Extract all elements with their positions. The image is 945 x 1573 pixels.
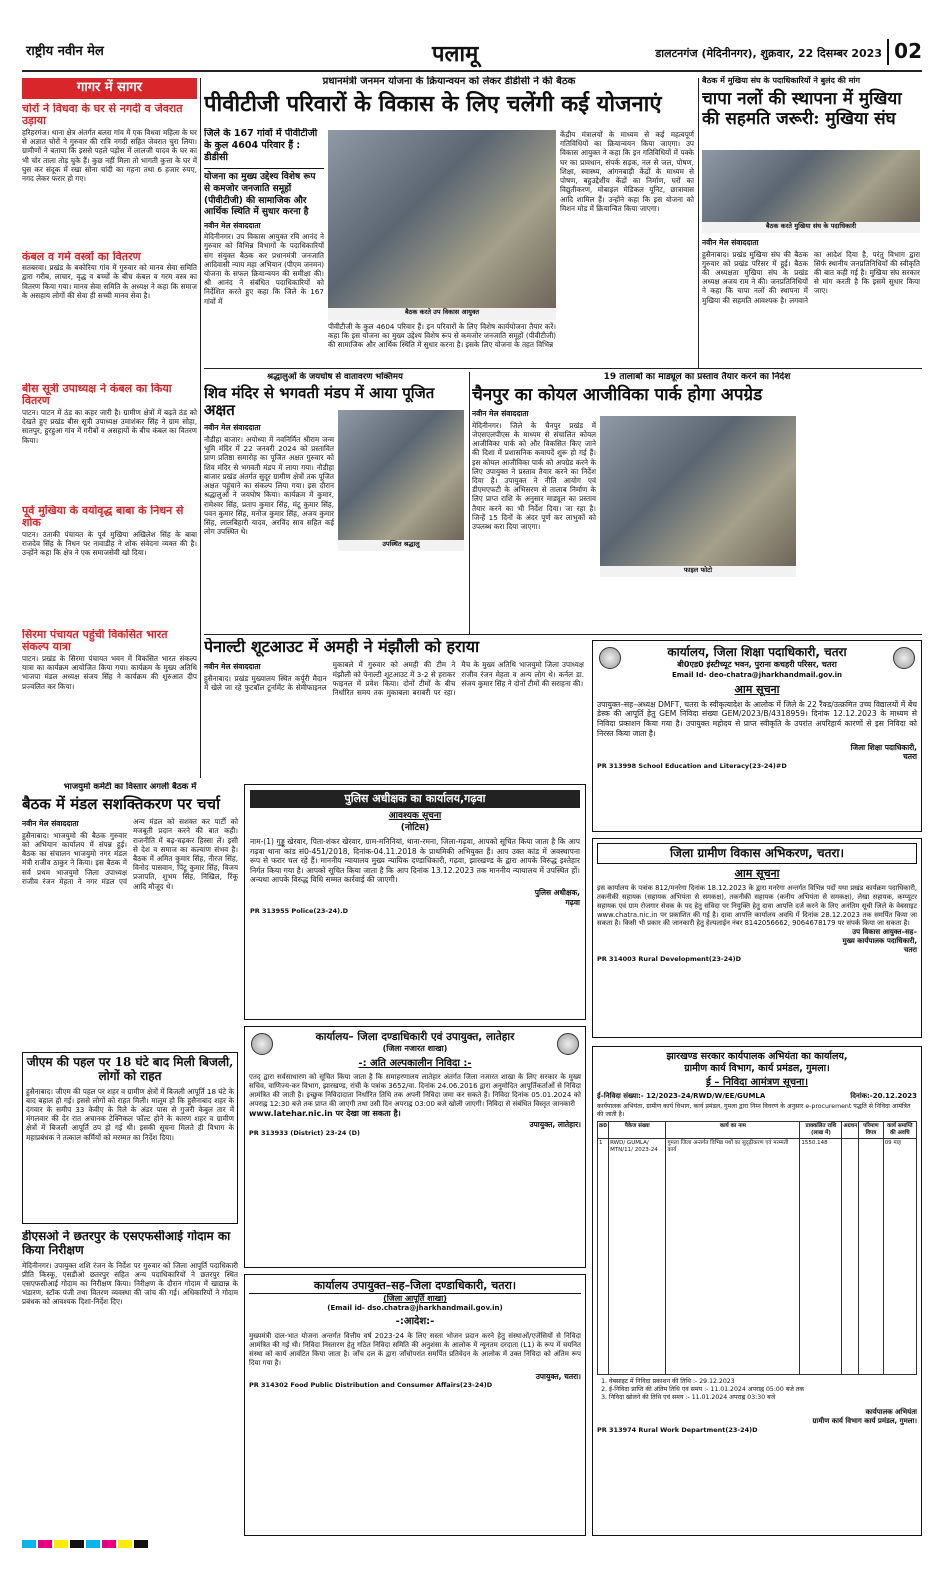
penalty-text: हुसैनाबाद। प्रखंड मुख्यालय स्थित कर्पूरी मैदान में खेले जा रहे फुटबॉल टूर्नामेंट के सेमीफाइनल मुकाबले में गुरुवार को अमही की टीम ने मंझौली को पेनाल्टी शूटआउट में 3-2 से हराकर फाइनल में प्रवेश किया। दोनों टीमों के बीच निर्धारित समय तक मुकाबला बराबरी पर रहा। मैच के मुख्य अतिथि भाजयुमो जिला उपाध्यक्ष राजीव रंजन मेहता व अन्य लोग थे। कर्नल डा. संजय कुमार सिंह ने दोनों टीमों की सराहना की। [204, 660, 584, 698]
lead-photo-caption: बैठक करते उप विकास आयुक्त [328, 308, 556, 320]
rural-pr: PR 314003 Rural Development(23-24)D [597, 954, 741, 963]
brief-text: पाटन। उताकी पंचायत के पूर्व मुखिया अखिलेश सिंह के बाबा राजदेव सिंह के निधन पर नावाडीह ने शोक संवेदना व्यक्त की है। उन्होंने कहा कि क्षेत्र ने एक समाजसेवी खो दिया। [22, 529, 197, 558]
police-text: नाम-(1) गुड्डू खेरवार, पिता-शंकर खेरवार, ग्राम-मनिनियां, थाना-रमना, जिला-गढ़वा, आपको सूचित किया जाता है कि आप गढ़वा थाना कांड सं0-451/2018, दिनांक-04.11.2018 के प्राथमिकी अभियुक्त हैं। आप उक्त कांड में अवस्थापना रूप से फरार चल रहे हैं। माननीय न्यायालय मुख्य न्यायिक दण्डाधिकारी, गढ़वा, झारखण्ड के द्वारा आपके विरुद्ध इश्तेहार निर्गत किया गया है। आपको सूचित किया जाता है कि आप दिनांक 13.12.2023 तक माननीय न्यायालय में उपस्थित हों। अन्यथा आपके विरुद्ध विधि सम्मत कार्रवाई की जाएगी। [250, 837, 580, 885]
education-title: आम सूचना [734, 682, 780, 696]
mukhiya-photo [702, 150, 920, 222]
list-item: 1. वेबसाइट में निविदा प्रकाशन की तिथि :- 29.12.2023 [609, 1378, 917, 1386]
gumla-signatory: कार्यपालक अभियंता ग्रामीण कार्य विभाग कार्य प्रमंडल, गुमला। [812, 1407, 917, 1425]
chatra-food-office: कार्यालय उपायुक्त–सह–जिला दण्डाधिकारी, चतरा। [249, 1279, 581, 1294]
gumla-dept: ग्रामीण कार्य विभाग, कार्य प्रमंडल, गुमला। [684, 1063, 830, 1075]
latehar-office: कार्यालय– जिला दण्डाधिकारी एवं उपायुक्त, लातेहार [315, 1031, 515, 1043]
brief-title: कंबल व गर्म वस्त्रों का वितरण [22, 250, 141, 263]
lead-text-3: केंद्रीय मंत्रालयों के माध्यम से कई महत्वपूर्ण गतिविधियों का क्रियान्वयन किया जाएगा। उप विकास आयुक्त ने कहा कि इन गतिविधियों में पक्के घर का प्रावधान, संपर्क सड़क, नल से जल, पोषण, शिक्षा, स्वास्थ्य, आंगनबाड़ी केंद्रों के माध्यम से पोषण, बहुउद्देशीय केंद्रों का निर्माण, घरों का विद्युतीकरण, मोबाइल मेडिकल यूनिट, छात्रावास आदि शामिल हैं। उन्होंने कहा कि इस योजना को मिशन मोड में क्रियान्वित किया जाएगा। [560, 130, 694, 213]
list-item: 3. निविदा खोलने की तिथि एवं समय :- 11.01.2024 अपराह्न 03:30 बजे [609, 1394, 917, 1402]
koel-headline: चैनपुर का कोयल आजीविका पार्क होगा अपग्रेड [472, 384, 763, 405]
gumla-notice [592, 1046, 922, 1536]
mukhiya-photo-caption: बैठक करते मुखिया संघ के पदाधिकारी [702, 222, 920, 233]
gumla-intro: कार्यपालक अभियंता, ग्रामीण कार्य विभाग, कार्य प्रमंडल, गुमला द्वारा निम्न विवरण के अनुसार e-procurement पद्धति से निविदा आमंत्रित की जाती है। [597, 1103, 911, 1118]
list-item: 2. ई-निविदा प्राप्ति की अंतिम तिथि एवं समय :- 11.01.2024 अपराह्न 05:00 बजे तक [609, 1386, 917, 1394]
section-title: पलामू [432, 41, 479, 67]
chatra-food-text: मुख्यमंत्री दाल-भात योजना अन्तर्गत वित्तीय वर्ष 2023-24 के लिए सस्ता भोजन प्रदान करने हेतु संस्थाओं/एजेंसियों से निविदा आमंत्रित की गई थी। निविदा निस्तारण हेतु गठित निविदा समिति की अनुशंसा के आलोक में न्यूनतम दरदाता (L1) के रूप में चयनित संस्था को कार्य आवंटित किया जाता है। जाँच दल के द्वारा जाँचोपरांत समर्पित प्रतिवेदन के आलोक में उक्त निविदा को अंतिम रूप दिया गया है। [249, 1332, 581, 1367]
jharkhand-emblem-icon [251, 1033, 273, 1055]
temple-byline: नवीन मेल संवाददाता [204, 423, 261, 433]
gumla-ref: ई–निविदा संख्या:- 12/2023-24/RWD/W/EE/GUMLA [597, 1092, 766, 1101]
lead-subhead: योजना का मुख्य उद्देश्य विशेष रूप से कमजोर जनजाति समूहों (पीवीटीजी) की सामाजिक और आर्थिक स्थिति में सुधार करना है [204, 168, 324, 218]
bjp-text: हुसैनाबाद। भाजयुमो की बैठक गुरुवार को अभियान कार्यालय में संपन्न हुई। बैठक का संचालन भाजयुमो नगर मंडल मंत्री राजीव ठाकुर ने किया। इस बैठक में सर्व प्रथम भाजयुमो जिला उपाध्यक्ष राजीव रंजन मेहता ने नगर मंडल एवं अन्य मंडल को सशक्त कर पार्टी को मजबूती प्रदान करने की बात कही। राजनीति में बढ़-चढ़कर हिस्सा लें। इसी से देश व समाज का कल्याण संभव है। बैठक में अमित कुमार सिंह, नीरज सिंह, विनोद पासवान, पिंटू कुमार सिंह, विजय प्रजापति, शुभम सिंह, निखिल, रिंकू आदि मौजूद थे। [22, 817, 238, 891]
gumla-footer-list [609, 1378, 917, 1402]
temple-photo [338, 410, 464, 540]
table-cell [842, 1139, 859, 1375]
table-header: परिमाण विपत्र [859, 1121, 884, 1138]
police-title: आवश्यक सूचना [388, 811, 442, 822]
brief-list [22, 103, 197, 769]
penalty-headline: पेनाल्टी शूटआउट में अमही ने मंझौली को हराया [204, 638, 480, 656]
chatra-food-signatory: उपायुक्त, चतरा। [535, 1371, 581, 1381]
penalty-story [204, 638, 584, 778]
lead-text-3-block [560, 130, 694, 366]
table-cell: 09 माह [883, 1139, 916, 1375]
brief-title: सिरमा पंचायत पहुंची विकसित भारत संकल्प यात्रा [22, 628, 168, 654]
koel-byline: नवीन मेल संवाददाता [472, 409, 529, 419]
koel-text: मेदिनीनगर। जिले के चैनपुर प्रखंड में जेएसएलपीएस के माध्यम से संचालित कोयल आजीविका पार्क को और विकसित किए जाने की दिशा में प्रशासनिक कवायदें शुरू हो गई हैं। इस कोयल आजीविका पार्क को अपग्रेड करने के लिए उपायुक्त ने प्रस्ताव तैयार करने का निर्देश दिया है। उपायुक्त ने नीति आयोग एवं डीएमएफटी के अभिसरण से तालाब निर्माण के लिए प्राप्त राशि के अनुसार माड्यूल का प्रस्ताव तैयार करने का भी निर्देश दिया। जा रहा है। जिन्हें 15 दिनों के अंदर पूर्ण कर लाभुकों को उपलब्ध करा दिया जाएगा। [472, 420, 596, 532]
latehar-website: www.latehar.nic.in पर देखा जा सकता है। [249, 1109, 401, 1119]
chatra-food-email: (Email id- dso.chatra@jharkhandmail.gov.in) [327, 1304, 503, 1313]
lead-text-2: पीवीटीजी के कुल 4604 परिवार हैं। इन परिवारों के लिए विशेष कार्ययोजना तैयार करें। कहा कि इस योजना का मुख्य उद्देश्य विशेष रूप से कमजोर जनजाति समूहों (पीवीटीजी) की सामाजिक और आर्थिक स्थिति में सुधार करना है। इसके लिए योजना के तहत विभिन्न [328, 322, 556, 350]
mukhiya-kicker: बैठक में मुखिया संघ के पदाधिकारियों ने बुलंद की मांग [702, 76, 860, 85]
latehar-notice [244, 1026, 586, 1268]
lead-highlight-box [204, 128, 324, 316]
education-signatory: जिला शिक्षा पदाधिकारी, चतरा [850, 742, 917, 762]
brand-name: राष्ट्रीय नवीन मेल [26, 44, 104, 59]
table-row [598, 1139, 917, 1375]
bjp-story [22, 782, 238, 1046]
lead-text-2-block [328, 322, 556, 366]
gumla-office: झारखण्ड सरकार कार्यपालक अभियंता का कार्यालय, [666, 1051, 848, 1062]
fci-story [22, 1230, 238, 1534]
table-header: पैकेज संख्या [609, 1121, 666, 1138]
brief-item [22, 505, 197, 629]
temple-text: नौडीहा बाजार। अयोध्या में नवनिर्मित श्रीराम जन्म भूमि मंदिर में 22 जनवरी 2024 को प्रस्तावित प्राण प्रतिष्ठा समारोह का पूजित अक्षत गुरुवार को शिव मंदिर से भगवती मंडप में लाया गया। नौडीहा बाजार प्रखंड अंतर्गत सुदूर ग्रामीण क्षेत्रों तक पूजित अक्षत पहुंचाने का संकल्प लिया गया। इस दौरान श्रद्धालुओं ने जयघोष किया। कार्यक्रम में कुमार, रामेश्वर सिंह, प्रताप कुमार सिंह, मंटू कुमार सिंह, पवन कुमार सिंह, मनोज कुमार सिंह, अजय कुमार सिंह, लालबिहारी यादव, अरविंद साव सहित कई लोग उपस्थित थे। [204, 434, 334, 537]
lead-headline: पीवीटीजी परिवारों के विकास के लिए चलेंगी कई योजनाएं [204, 90, 662, 117]
dateline: डालटनगंज (मेदिनीनगर), शुक्रवार, 22 दिसम्बर 2023 [655, 47, 882, 60]
table-header: अग्रधन [842, 1121, 859, 1138]
table-header: कार्य समाप्ति की अवधि [883, 1121, 916, 1138]
brief-item [22, 629, 197, 769]
brief-text: हरिहरगंज। थाना क्षेत्र अंतर्गत बलरा गांव में एक विधवा महिला के घर से अज्ञात चोरों ने गुरुवार की रात्रि नगदी सहित जेवरात चुरा लिया। ग्रामीणों ने बताया कि इससे पहले पड़ोस में लालजी यादव के घर का भी चोर ताला तोड़ चुके हैं। कुछ नहीं मिला तो भागती कुत्ता के घर में घुस कर संदूक में रखा सोना चांदी का गहना तथा 6 हजार रुपए, नगद लेकर फरार हो गए। [22, 127, 197, 183]
lead-kicker: प्रधानमंत्री जनमन योजना के क्रियान्वयन को लेकर डीडीसी ने की बैठक [322, 76, 576, 87]
gumla-tender-table [597, 1121, 917, 1375]
latehar-section: (जिला नजारत शाखा) [382, 1044, 448, 1054]
brief-text: पाटन। प्रखंड के सिरमा पंचायत भवन में विकसित भारत संकल्प यात्रा का कार्यक्रम आयोजित किया गया। कार्यक्रम के मुख्य अतिथि भाजपा मंडल अध्यक्ष संजय सिंह ने कार्यक्रम की शुरुआत दीप प्रज्वलित कर किया। [22, 653, 197, 691]
penalty-byline: नवीन मेल संवाददाता [204, 662, 261, 672]
bjp-byline: नवीन मेल संवाददाता [22, 819, 79, 829]
koel-kicker: 19 तालाबों का माड्यूल का प्रस्ताव तैयार करने का निर्देश [603, 372, 791, 382]
rural-title: आम सूचना [734, 867, 780, 881]
koel-photo [600, 416, 796, 566]
brief-title: चोरों ने विधवा के घर से नगदी व जेवरात उड़ाया [22, 102, 183, 128]
rural-notice [592, 838, 922, 1038]
mukhiya-byline: नवीन मेल संवाददाता [702, 238, 759, 247]
gumla-title: ई – निविदा आमंत्रण सूचना। [705, 1077, 809, 1089]
table-header-row [598, 1121, 917, 1138]
latehar-title: -: अति अल्पकालीन निविदा :- [358, 1057, 472, 1069]
fci-headline: डीएसओ ने छतरपुर के एसएफसीआई गोदाम का किया निरीक्षण [22, 1230, 231, 1257]
rural-text: इस कार्यालय के पत्रांक 812/मनरेगा दिनांक 18.12.2023 के द्वारा मनरेगा अन्तर्गत विभिन्न पदों यथा प्रखंड कार्यक्रम पदाधिकारी, तकनीकी सहायक (सहायक अभियंता से समकक्ष), तकनीकी सहायक (कनीय अभियंता से समकक्ष), लेखा सहायक, कम्प्यूटर सहायक एवं ग्राम रोजगार सेवक के पद हेतु संविदा पर नियुक्ति हेतु दावा आपत्ति दर्ज करने के लिए अनंतिम सूची जिले के वेबसाइट www.chatra.nic.in पर प्रकाशित की गई है। दावा आपत्ति कार्यालय अवधि में दिनांक 28.12.2023 तक समर्पित किया जा सकता है। किसी भी प्रकार की जानकारी हेतु हेल्पलाईन नंबर 8142056662, 9064678179 पर संपर्क किया जा सकता है। [597, 884, 917, 928]
section-label: गागर में सागर [22, 78, 197, 99]
lead-text-1: मेदिनीनगर। उप विकास आयुक्त रवि आनंद ने गुरुवार को विभिन्न विभागों के पदाधिकारियों संग संयुक्त बैठक कर प्रधानमंत्री जनजाति आदिवासी न्याय महा अभियान (पीएम जनमन) योजना के सफल क्रियान्वयन की समीक्षा की। श्री आनंद ने संबंधित पदाधिकारियों को निर्देशित करते हुए कहा कि जिले के 167 गांवों में [204, 232, 324, 306]
latehar-signatory: उपायुक्त, लातेहार। [529, 1119, 581, 1129]
latehar-text: एतद् द्वारा सर्वसाधारण को सूचित किया जाता है कि समाहरणालय लातेहार अंतर्गत जिला नजारत शाखा के लिए सरकार के मुख्य सचिव, वाणिज्य-कर विभाग, झारखण्ड, रांची के पत्रांक 3652/वा. दिनांक 24.06.2016 द्वारा अनुमोदित आपूर्तिकर्ताओं से निविदा आमंत्रित की जाती है। इच्छुक निविदादाता निर्धारित तिथि तक अपनी निविदा जमा कर सकते हैं। निविदा दिनांक 05.01.2024 को अपराह्न 12:30 बजे तक प्राप्त की जाएगी तथा उसी दिन अपराह्न 03:00 बजे खोली जाएगी। निविदा से संबंधित विस्तृत जानकारी [249, 1073, 581, 1109]
table-cell: 1 [598, 1139, 609, 1375]
fci-text: मेदिनीनगर। उपायुक्त शशि रंजन के निर्देश पर गुरुवार को जिला आपूर्ति पदाधिकारी प्रीति किस्कू, एसडीओ छतरपुर सहित अन्य पदाधिकारियों ने छतरपुर स्थित एसएफसीआई गोदाम का निरीक्षण किया। निरीक्षण के दौरान गोदाम में खाद्यान्न के भंडारण, स्टॉक पंजी तथा वितरण व्यवस्था की जांच की गई। अधिकारियों ने गोदाम प्रबंधक को आवश्यक दिशा-निर्देश दिए। [22, 1260, 238, 1307]
table-cell [859, 1139, 884, 1375]
jharkhand-emblem-icon [893, 647, 915, 669]
temple-photo-caption: उपस्थित श्रद्धालु [338, 540, 464, 551]
jharkhand-emblem-icon [599, 647, 621, 669]
gumla-date: दिनांक:-20.12.2023 [850, 1092, 917, 1101]
brief-title: पूर्व मुखिया के वयोवृद्ध बाबा के निधन से शोक [22, 504, 184, 530]
mukhiya-body [702, 236, 920, 366]
bjp-headline: बैठक में मंडल सशक्तिकरण पर चर्चा [22, 794, 220, 813]
temple-kicker: श्रद्धालुओं के जयघोष से वातावरण भक्तिमय [267, 372, 403, 382]
jharkhand-emblem-icon [557, 1033, 579, 1055]
education-pr: PR 313998 School Education and Literacy(23-24)#D [597, 761, 787, 770]
bjp-kicker: भाजयुमो कमेटी का विस्तार अगली बैठक में [63, 782, 197, 792]
page-number: 02 [887, 39, 922, 65]
power-story [22, 1052, 238, 1224]
police-notice [244, 784, 586, 1020]
chatra-food-title: -:आदेश:- [395, 1316, 435, 1328]
police-pr: PR 313955 Police(23-24).D [250, 907, 348, 916]
temple-headline: शिव मंदिर से भगवती मंडप में आया पूजित अक्षत [204, 383, 435, 420]
brief-item [22, 383, 197, 505]
rural-office: जिला ग्रामीण विकास अभिकरण, चतरा। [597, 843, 917, 864]
masthead [22, 38, 922, 72]
police-signatory: पुलिस अधीक्षक, गढ़वा [534, 888, 580, 907]
table-header: कार्य का नाम [666, 1121, 800, 1138]
table-cell: गुमला जिला अन्तर्गत विभिन्न पथों का सुदृढ़ीकरण एवं मरम्मती कार्य [666, 1139, 800, 1375]
table-cell: RWD/ GUMLA/ MTN/11/ 2023-24 [609, 1139, 666, 1375]
brief-title: बीस सूत्री उपाध्यक्ष ने कंबल का किया वितरण [22, 382, 172, 408]
education-address: बी0एड0 इंस्टीच्यूट भवन, पुराना कचहरी परिसर, चतरा [677, 660, 837, 670]
gumla-pr: PR 313974 Rural Work Department(23-24)D [597, 1425, 758, 1434]
rural-signatory: उप विकास आयुक्त–सह– मुख्य कार्यपालक पदाधिकारी, चतरा [842, 927, 917, 954]
education-office: कार्यालय, जिला शिक्षा पदाधिकारी, चतरा [667, 645, 847, 659]
table-header: क्र0 [598, 1121, 609, 1138]
police-subtitle: (नोटिस) [400, 822, 430, 833]
left-column [22, 78, 197, 778]
lead-highlight: जिले के 167 गांवों में पीवीटीजी के कुल 4604 परिवार हैं : डीडीसी [204, 128, 318, 164]
mukhiya-headline: चापा नलों की स्थापना में मुखिया की सहमति जरूरी: मुखिया संघ [702, 89, 902, 129]
power-text: हुसैनाबाद। जीएम की पहल पर शहर व ग्रामीण क्षेत्रों में बिजली आपूर्ति 18 घंटे के बाद बहाल हो गई। इससे लोगों को राहत मिली। मालूम हो कि हुसैनाबाद शहर के दंगवार के समीप 33 केवीए के रिले के अंडर पास से गुजरी केबुल तार में मंगलवार की देर रात अचानक टेक्निकल फॉल्ट होने के कारण शहर व ग्रामीण क्षेत्रों में बिजली आपूर्ति ठप हो गई थी। इसकी सूचना मिलते ही विभाग के महाप्रबंधक ने तत्काल कर्मियों को मरम्मत का निर्देश दिया। [26, 1086, 234, 1142]
brief-item [22, 103, 197, 251]
brief-text: सतबरवा। प्रखंड के बकोरिया गांव में गुरुवार को मानव सेवा समिति द्वारा गरीब, लाचार, वृद्ध व बच्चों के बीच कंबल व गरम वस्त्र का वितरण किया गया। मानव सेवा समिति के अध्यक्ष ने कहा कि समाज के असहाय लोगों की सेवा ही सच्ची मानव सेवा है। [22, 263, 197, 300]
education-text: उपायुक्त–सह–अध्यक्ष DMFT, चतरा के स्वीकृत्यादेश के आलोक में जिले के 22 रैंक्ड/उत्क्रमित उच्च विद्यालयों में बेंच डेस्क की आपूर्ति हेतु GEM निविदा संख्या GEM/2023/B/4318959। दिनांक 12.12.2023 के माध्यम से निविदा प्रकाशन किया गया है। उपायुक्त महोदय से प्राप्त स्वीकृति के उपरांत अपरिहार्य कारणों से इस निविदा को निरस्त किया जाता है। [597, 699, 917, 738]
chatra-food-section: (जिला आपूर्ति शाखा) [383, 1294, 447, 1304]
brief-text: पाटन। पाटन में ठंड का कहर जारी है। ग्रामीण क्षेत्रों में बढ़ते ठंड को देखते हुए प्रखंड बीस सूत्री उपाध्यक्ष उमाशंकर सिंह ने ग्राम सोहा, सातपुर, हुरहुआ गांव में गरीबों व असहायों के बीच कंबल का वितरण किया। [22, 407, 197, 445]
koel-photo-caption: फाइल फोटो [600, 566, 796, 577]
color-registration-bar [22, 1540, 922, 1554]
education-notice [592, 640, 922, 832]
power-headline: जीएम की पहल पर 18 घंटे बाद मिली बिजली, लोगों को राहत [26, 1055, 234, 1083]
mukhiya-text: हुसैनाबाद। प्रखंड मुखिया संघ की बैठक गुरुवार को प्रखंड परिसर में हुई। बैठक की अध्यक्षता मुखिया संघ के प्रखंड अध्यक्ष अजय राम ने की। जनप्रतिनिधियों ने कहा कि चापा नलों की स्थापना में मुखिया की सहमति आवश्यक है। लगवाने का आदेश दिया है, परंतु विभाग द्वारा सिर्फ स्थानीय जनप्रतिनिधियों की स्वीकृति की बात कही गई है। मुखिया संघ सरकार से मांग करती है कि इसमें सुधार किया जाए। [702, 249, 920, 305]
table-header: प्राक्कलित राशि (लाख में) [800, 1121, 842, 1138]
table-cell: 1550.148 [800, 1139, 842, 1375]
chatra-food-notice [244, 1274, 586, 1536]
education-email: Email Id- deo-chatra@jharkhandmail.gov.in [671, 670, 843, 679]
brief-item [22, 251, 197, 383]
lead-photo [328, 130, 556, 308]
lead-byline: नवीन मेल संवाददाता [204, 220, 261, 230]
latehar-pr: PR 313933 (District) 23-24 (D) [249, 1129, 361, 1138]
police-office: पुलिस अधीक्षक का कार्यालय,गढ़वा [250, 790, 580, 808]
chatra-food-pr: PR 314302 Food Public Distribution and Consumer Affairs(23-24)D [249, 1381, 493, 1390]
